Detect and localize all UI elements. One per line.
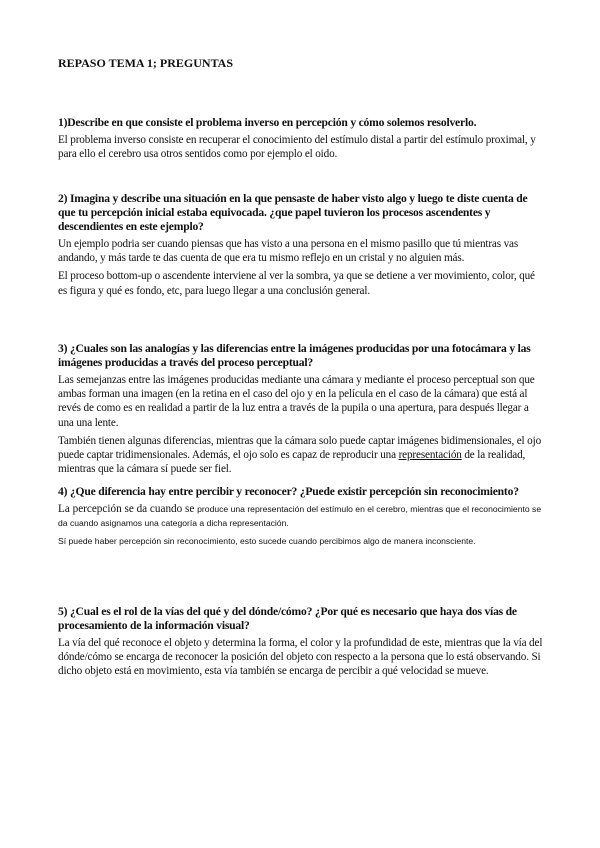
question-2-section xyxy=(58,192,546,302)
answer-3-text-end: de la realidad, mientras que la cámara sí puede ser fiel. xyxy=(58,449,526,476)
question-5: 5) ¿Cual es el rol de la vías del qué y del dónde/cómo? ¿Por qué es necesario que haya dos vías de procesamiento de la información visual? xyxy=(58,605,517,632)
answer-4-paragraph-1 xyxy=(58,502,546,530)
question-2: 2) Imagina y describe una situación en la que pensaste de haber visto algo y luego te diste cuenta de que tu percepción inicial estaba equivocada. ¿que papel tuvieron los procesos ascendentes y descendientes en este ejemplo? xyxy=(58,192,528,233)
answer-4-paragraph-2: Sí puede haber percepción sin reconocimiento, esto sucede cuando percibimos algo de manera inconsciente. xyxy=(58,536,476,546)
question-1: 1)Describe en que consiste el problema inverso en percepción y cómo solemos resolverlo. xyxy=(58,116,477,129)
underlined-word: representación xyxy=(398,449,462,462)
question-5-section xyxy=(58,605,546,683)
answer-5: La vía del qué reconoce el objeto y determina la forma, el color y la profundidad de este, mientras que la vía del dónde/cómo se encarga de reconocer la posición del objeto con respecto a la persona que lo está observando. Si dicho objeto está en movimiento, esta vía también se encarga de percibir a qué velocidad se mueve. xyxy=(58,637,543,678)
document-title: REPASO TEMA 1; PREGUNTAS xyxy=(58,56,234,70)
question-4-section xyxy=(58,485,546,552)
answer-3-paragraph-2 xyxy=(58,434,546,477)
answer-4-lead: La percepción se da cuando se xyxy=(58,503,198,515)
question-4: 4) ¿Que diferencia hay entre percibir y reconocer? ¿Puede existir percepción sin reconocimiento? xyxy=(58,485,519,498)
question-3: 3) ¿Cuales son las analogías y las diferencias entre la imágenes producidas por una fotocámara y las imágenes producidas a través del proceso perceptual? xyxy=(58,342,531,369)
question-3-section xyxy=(58,342,546,480)
answer-1: El problema inverso consiste en recuperar el conocimiento del estímulo distal a partir del estímulo proximal, y para ello el cerebro usa otros sentidos como por ejemplo el oido. xyxy=(58,134,536,161)
answer-3-text-start: También tienen algunas diferencias, mientras que la cámara solo puede captar imágenes bidimensionales, el ojo puede captar tridimensionales. Además, el ojo solo es capaz de reproducir una xyxy=(58,434,542,462)
answer-4-rest: produce una representación del estímulo en el cerebro, mientras que el reconocimiento se da cuando asignamos una categoría a dicha representación. xyxy=(58,504,542,528)
answer-2-paragraph-1: Un ejemplo podria ser cuando piensas que has visto a una persona en el mismo pasillo que tú mientras vas andando, y más tarde te das cuenta de que era tu mismo reflejo en un cristal y no alguien más. xyxy=(58,238,519,265)
answer-3-paragraph-1: Las semejanzas entre las imágenes producidas mediante una cámara y mediante el proceso perceptual son que ambas forman una imagen (en la retina en el caso del ojo y en la película en el caso de la cámara) que está al revés de como es en realidad a partir de la luz entra a través de la pupila o una apertura, para después llegar a una una lente. xyxy=(58,374,535,429)
question-1-section xyxy=(58,116,546,165)
answer-2-paragraph-2: El proceso bottom-up o ascendente interviene al ver la sombra, ya que se detiene a ver movimiento, color, qué es figura y qué es fondo, etc, para luego llegar a una conclusión general. xyxy=(58,270,535,297)
